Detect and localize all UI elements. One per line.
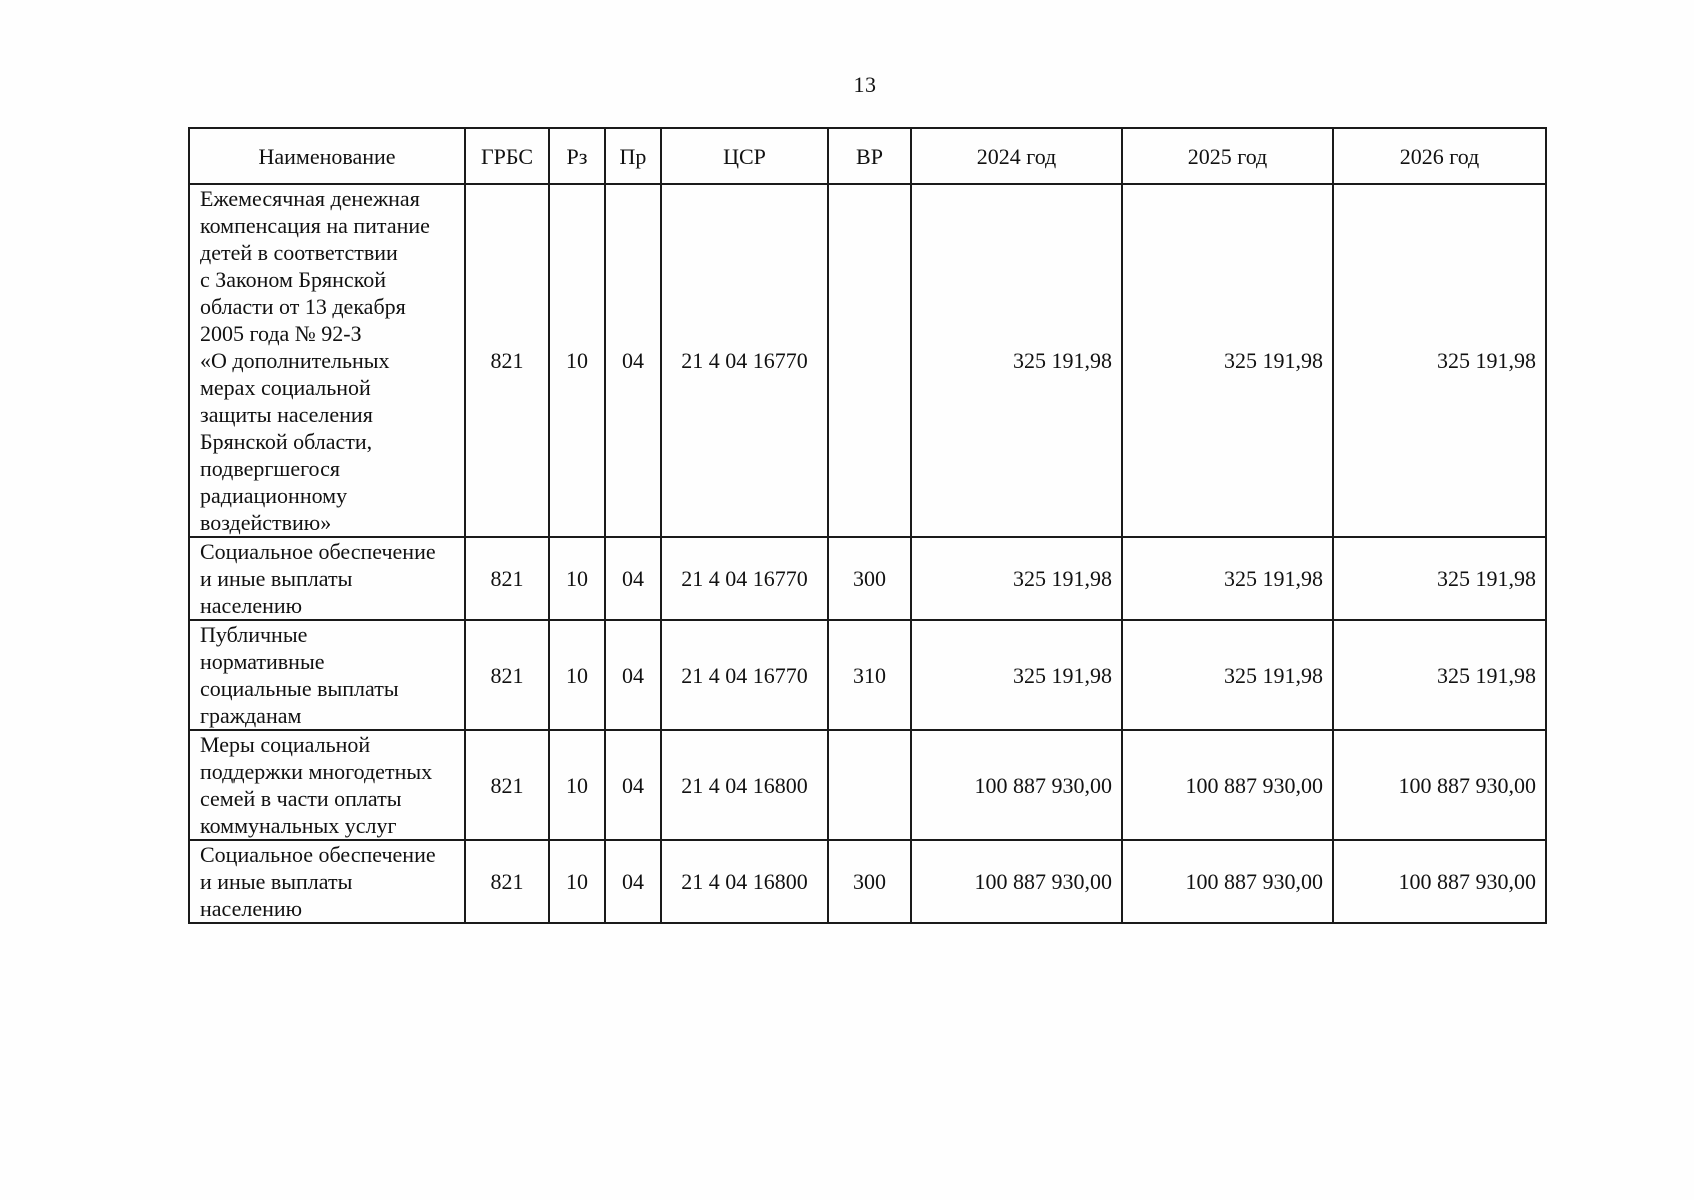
table-header-row [189, 128, 1546, 184]
name-line: с Законом Брянской [200, 267, 387, 292]
cell-grbs: 821 [465, 620, 549, 730]
row-name [189, 184, 465, 537]
name-line: Брянской области, [200, 429, 373, 454]
cell-2026: 100 887 930,00 [1333, 840, 1546, 923]
name-line: подвергшегося [200, 456, 340, 481]
cell-2024: 100 887 930,00 [911, 730, 1122, 840]
row-name [189, 730, 465, 840]
cell-vr: 300 [828, 537, 911, 620]
cell-pr: 04 [605, 730, 661, 840]
cell-rz: 10 [549, 184, 605, 537]
name-line: компенсация на питание [200, 213, 430, 238]
name-line: социальные выплаты [200, 676, 399, 701]
page-number: 13 [853, 72, 877, 97]
cell-csr: 21 4 04 16800 [661, 840, 828, 923]
header-pr: Пр [605, 128, 661, 184]
header-name: Наименование [189, 128, 465, 184]
cell-rz: 10 [549, 840, 605, 923]
cell-vr [828, 730, 911, 840]
cell-rz: 10 [549, 730, 605, 840]
cell-2025: 325 191,98 [1122, 620, 1333, 730]
name-line: населению [200, 896, 303, 921]
cell-2025: 325 191,98 [1122, 184, 1333, 537]
cell-vr: 310 [828, 620, 911, 730]
cell-rz: 10 [549, 537, 605, 620]
cell-2025: 325 191,98 [1122, 537, 1333, 620]
cell-2024: 325 191,98 [911, 537, 1122, 620]
cell-csr: 21 4 04 16770 [661, 184, 828, 537]
name-line: Социальное обеспечение [200, 842, 436, 867]
name-line: гражданам [200, 703, 302, 728]
name-line: области от 13 декабря [200, 294, 406, 319]
name-line: и иные выплаты [200, 566, 353, 591]
name-line: Ежемесячная денежная [200, 186, 420, 211]
cell-pr: 04 [605, 184, 661, 537]
cell-2026: 325 191,98 [1333, 620, 1546, 730]
name-line: радиационному [200, 483, 348, 508]
header-2024: 2024 год [911, 128, 1122, 184]
name-line: поддержки многодетных [200, 759, 433, 784]
cell-grbs: 821 [465, 184, 549, 537]
name-line: защиты населения [200, 402, 373, 427]
row-name [189, 537, 465, 620]
name-line: 2005 года № 92-З [200, 321, 362, 346]
cell-2026: 325 191,98 [1333, 537, 1546, 620]
cell-csr: 21 4 04 16770 [661, 620, 828, 730]
cell-2025: 100 887 930,00 [1122, 840, 1333, 923]
table-row [189, 537, 1546, 620]
name-line: Социальное обеспечение [200, 539, 436, 564]
cell-grbs: 821 [465, 840, 549, 923]
cell-pr: 04 [605, 620, 661, 730]
header-csr: ЦСР [661, 128, 828, 184]
header-2025: 2025 год [1122, 128, 1333, 184]
cell-vr: 300 [828, 840, 911, 923]
cell-2026: 325 191,98 [1333, 184, 1546, 537]
name-line: населению [200, 593, 303, 618]
name-line: коммунальных услуг [200, 813, 397, 838]
row-name [189, 840, 465, 923]
cell-2026: 100 887 930,00 [1333, 730, 1546, 840]
cell-2024: 100 887 930,00 [911, 840, 1122, 923]
name-line: нормативные [200, 649, 325, 674]
cell-2024: 325 191,98 [911, 184, 1122, 537]
budget-table [188, 127, 1547, 924]
table-row [189, 184, 1546, 537]
cell-2024: 325 191,98 [911, 620, 1122, 730]
name-line: Меры социальной [200, 732, 371, 757]
name-line: мерах социальной [200, 375, 371, 400]
header-vr: ВР [828, 128, 911, 184]
cell-2025: 100 887 930,00 [1122, 730, 1333, 840]
cell-grbs: 821 [465, 730, 549, 840]
cell-grbs: 821 [465, 537, 549, 620]
name-line: воздействию» [200, 510, 332, 535]
row-name [189, 620, 465, 730]
header-rz: Рз [549, 128, 605, 184]
cell-pr: 04 [605, 840, 661, 923]
name-line: и иные выплаты [200, 869, 353, 894]
name-line: семей в части оплаты [200, 786, 402, 811]
header-2026: 2026 год [1333, 128, 1546, 184]
cell-rz: 10 [549, 620, 605, 730]
header-grbs: ГРБС [465, 128, 549, 184]
name-line: «О дополнительных [200, 348, 390, 373]
cell-vr [828, 184, 911, 537]
table-row [189, 730, 1546, 840]
name-line: Публичные [200, 622, 308, 647]
cell-csr: 21 4 04 16770 [661, 537, 828, 620]
table-row [189, 620, 1546, 730]
cell-pr: 04 [605, 537, 661, 620]
name-line: детей в соответствии [200, 240, 398, 265]
table-row [189, 840, 1546, 923]
cell-csr: 21 4 04 16800 [661, 730, 828, 840]
